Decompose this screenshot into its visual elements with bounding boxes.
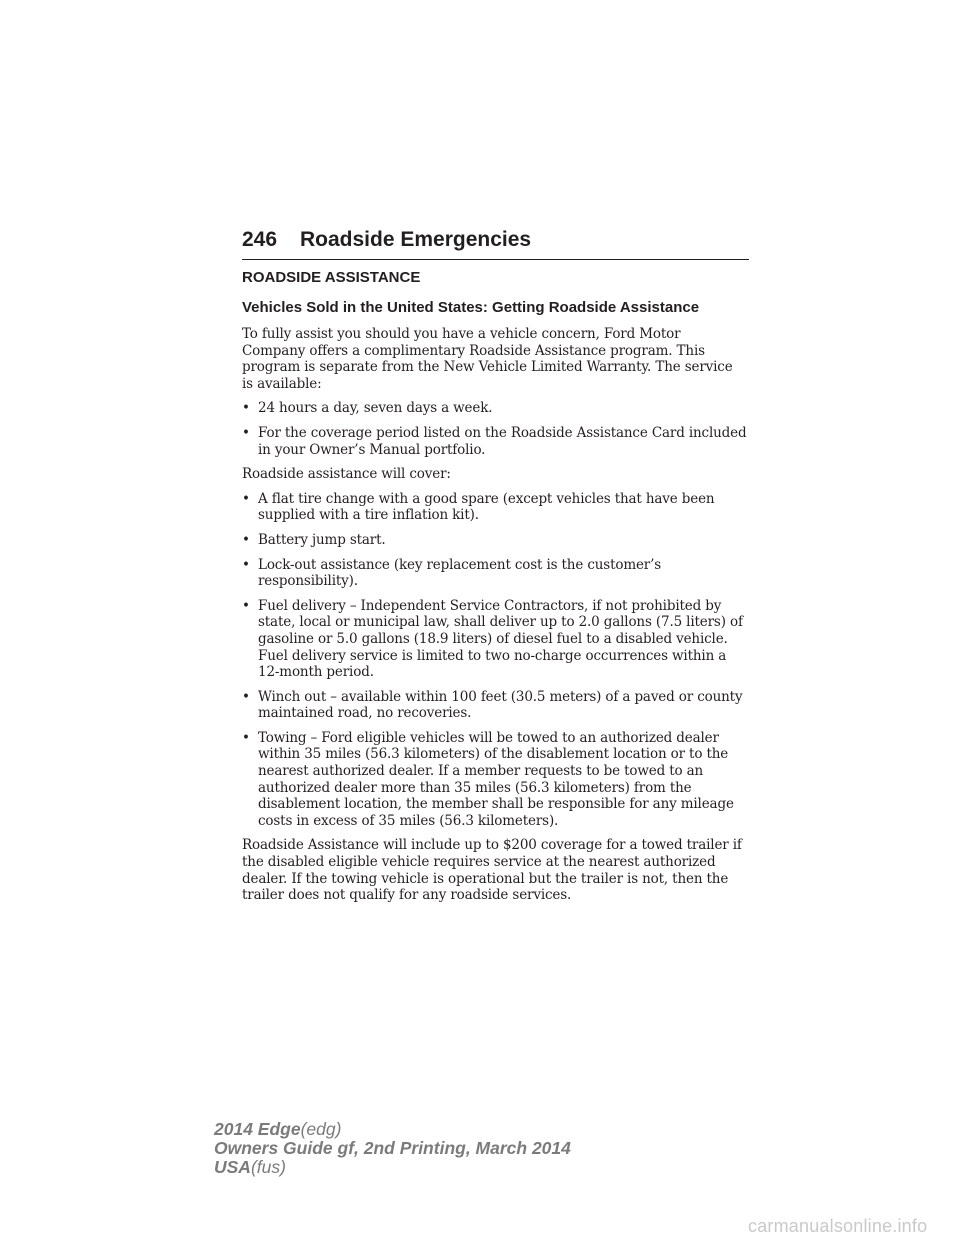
footer-line-printing: Owners Guide gf, 2nd Printing, March 2014 (214, 1138, 571, 1158)
header-rule (242, 259, 749, 260)
bullet-icon: • (242, 729, 250, 746)
availability-list (242, 400, 747, 458)
bullet-icon: • (242, 400, 250, 417)
page-content (242, 268, 747, 912)
bullet-icon: • (242, 531, 250, 548)
coverage-list (242, 491, 747, 830)
intro-paragraph: To fully assist you should you have a vehicle concern, Ford Motor Company offers a complimentary Roadside Assistance program. This program is separate from the New Vehicle Limited Warranty. The service is available: (242, 326, 733, 392)
list-item: • Battery jump start. (242, 531, 386, 548)
list-item: • Winch out – available within 100 feet (30.5 meters) of a paved or county maintained road, no recoveries. (242, 688, 743, 722)
sub-heading: Vehicles Sold in the United States: Getting Roadside Assistance (242, 299, 700, 316)
bullet-icon: • (242, 424, 250, 441)
list-item: • For the coverage period listed on the Roadside Assistance Card included in your Owner’s Manual portfolio. (242, 424, 747, 458)
list-item: • 24 hours a day, seven days a week. (242, 400, 493, 417)
list-item: • A flat tire change with a good spare (except vehicles that have been supplied with a tire inflation kit). (242, 490, 715, 524)
bullet-icon: • (242, 556, 250, 573)
watermark: carmanualsonline.info (748, 1216, 928, 1236)
list-item: • Fuel delivery – Independent Service Contractors, if not prohibited by state, local or municipal law, shall deliver up to 2.0 gallons (7.5 liters) of gasoline or 5.0 gallons (18.9 liters) of diesel fuel to a disabled vehicle. Fuel delivery service is limited to two no-charge occurrences within a 12-month period. (242, 597, 743, 681)
footer-line-market: USA(fus) (214, 1157, 286, 1177)
page-header (242, 228, 750, 252)
main-heading: ROADSIDE ASSISTANCE (242, 269, 421, 286)
cover-intro: Roadside assistance will cover: (242, 466, 451, 483)
page-number: 246 (242, 228, 278, 251)
bullet-icon: • (242, 490, 250, 507)
section-title: Roadside Emergencies (300, 228, 532, 251)
closing-paragraph: Roadside Assistance will include up to $200 coverage for a towed trailer if the disabled eligible vehicle requires service at the nearest authorized dealer. If the towing vehicle is operational but the trailer is not, then the trailer does not qualify for any roadside services. (242, 837, 742, 904)
bullet-icon: • (242, 597, 250, 614)
document-footer (214, 1120, 571, 1177)
list-item: • Lock-out assistance (key replacement cost is the customer’s responsibility). (242, 556, 662, 590)
list-item: • Towing – Ford eligible vehicles will be towed to an authorized dealer within 35 miles (56.3 kilometers) of the disablement location or to the nearest authorized dealer. If a member requests to be towed to an authorized dealer more than 35 miles (56.3 kilometers) from the disablement location, the member shall be responsible for any mileage costs in excess of 35 miles (56.3 kilometers). (242, 729, 734, 829)
footer-line-model: 2014 Edge(edg) (214, 1119, 342, 1139)
bullet-icon: • (242, 688, 250, 705)
